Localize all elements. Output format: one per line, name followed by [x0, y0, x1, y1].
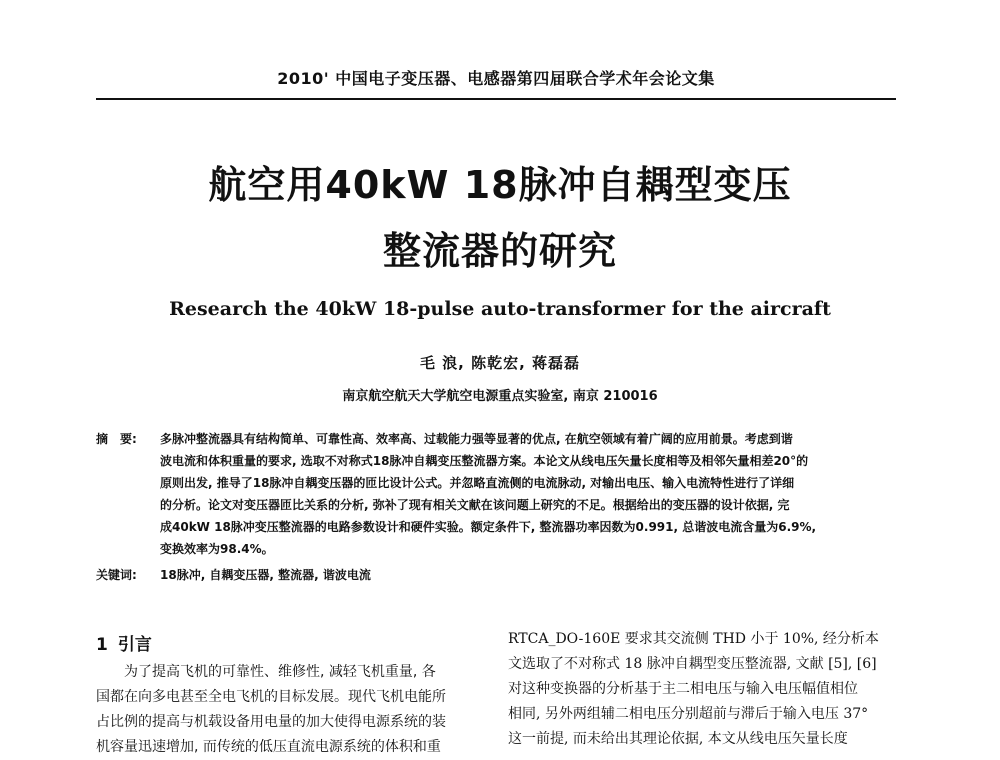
abstract-label: 摘 要: — [96, 432, 137, 446]
abstract-line: 的分析。论文对变压器匝比关系的分析, 弥补了现有相关文献在该问题上研究的不足。根据给出的变压器的设计依据, 完 — [160, 498, 790, 512]
abstract-line: 变换效率为98.4%。 — [160, 542, 274, 556]
abstract-line: 多脉冲整流器具有结构简单、可靠性高、效率高、过载能力强等显著的优点, 在航空领域有着广阔的应用前景。考虑到谐 — [160, 432, 793, 446]
keywords-text: 18脉冲, 自耦变压器, 整流器, 谐波电流 — [160, 568, 371, 582]
title-line-2: 整流器的研究 — [382, 229, 617, 273]
left-column — [96, 630, 486, 760]
header-rule — [96, 98, 896, 100]
paragraph-line: 占比例的提高与机载设备用电量的加大使得电源系统的装 — [96, 714, 446, 730]
right-column — [508, 627, 900, 752]
abstract-line: 成40kW 18脉冲变压整流器的电路参数设计和硬件实验。额定条件下, 整流器功率因数为0.991, 总谐波电流含量为6.9%, — [160, 520, 817, 534]
keywords-label: 关键词: — [96, 568, 137, 582]
paragraph-line: 国都在向多电甚至全电飞机的目标发展。现代飞机电能所 — [96, 689, 446, 705]
abstract-line: 原则出发, 推导了18脉冲自耦变压器的匝比设计公式。并忽略直流侧的电流脉动, 对输出电压、输入电流特性进行了详细 — [160, 476, 795, 490]
paragraph-line: 文选取了不对称式 18 脉冲自耦型变压整流器, 文献 [5], [6] — [508, 656, 877, 672]
section-title: 引言 — [117, 635, 152, 655]
title-line-1: 航空用40kW 18脉冲自耦型变压 — [208, 163, 792, 207]
abstract-line: 波电流和体积重量的要求, 选取不对称式18脉冲自耦变压整流器方案。本论文从线电压矢量长度相等及相邻矢量相差20°的 — [160, 454, 809, 468]
section-number: 1 — [96, 635, 108, 655]
affiliation: 南京航空航天大学航空电源重点实验室, 南京 210016 — [342, 389, 658, 404]
running-header: 2010' 中国电子变压器、电感器第四届联合学术年会论文集 — [277, 69, 715, 88]
section-heading — [96, 630, 486, 660]
intro-paragraph — [96, 660, 486, 760]
paragraph-line: 对这种变换器的分析基于主二相电压与输入电压幅值相位 — [508, 681, 858, 697]
paragraph-line: 相同, 另外两组辅二相电压分别超前与滞后于输入电压 37° — [508, 706, 869, 722]
paragraph-line: 机容量迅速增加, 而传统的低压直流电源系统的体积和重 — [96, 739, 441, 755]
english-title: Research the 40kW 18-pulse auto-transformer for the aircraft — [169, 298, 831, 320]
abstract-body — [160, 428, 896, 560]
keywords — [96, 566, 896, 583]
paragraph-line: 为了提高飞机的可靠性、维修性, 减轻飞机重量, 各 — [124, 664, 436, 680]
authors: 毛 浪, 陈乾宏, 蒋磊磊 — [419, 354, 581, 372]
paragraph-line: RTCA_DO-160E 要求其交流侧 THD 小于 10%, 经分析本 — [508, 631, 879, 647]
paragraph-line: 这一前提, 而未给出其理论依据, 本文从线电压矢量长度 — [508, 731, 848, 747]
